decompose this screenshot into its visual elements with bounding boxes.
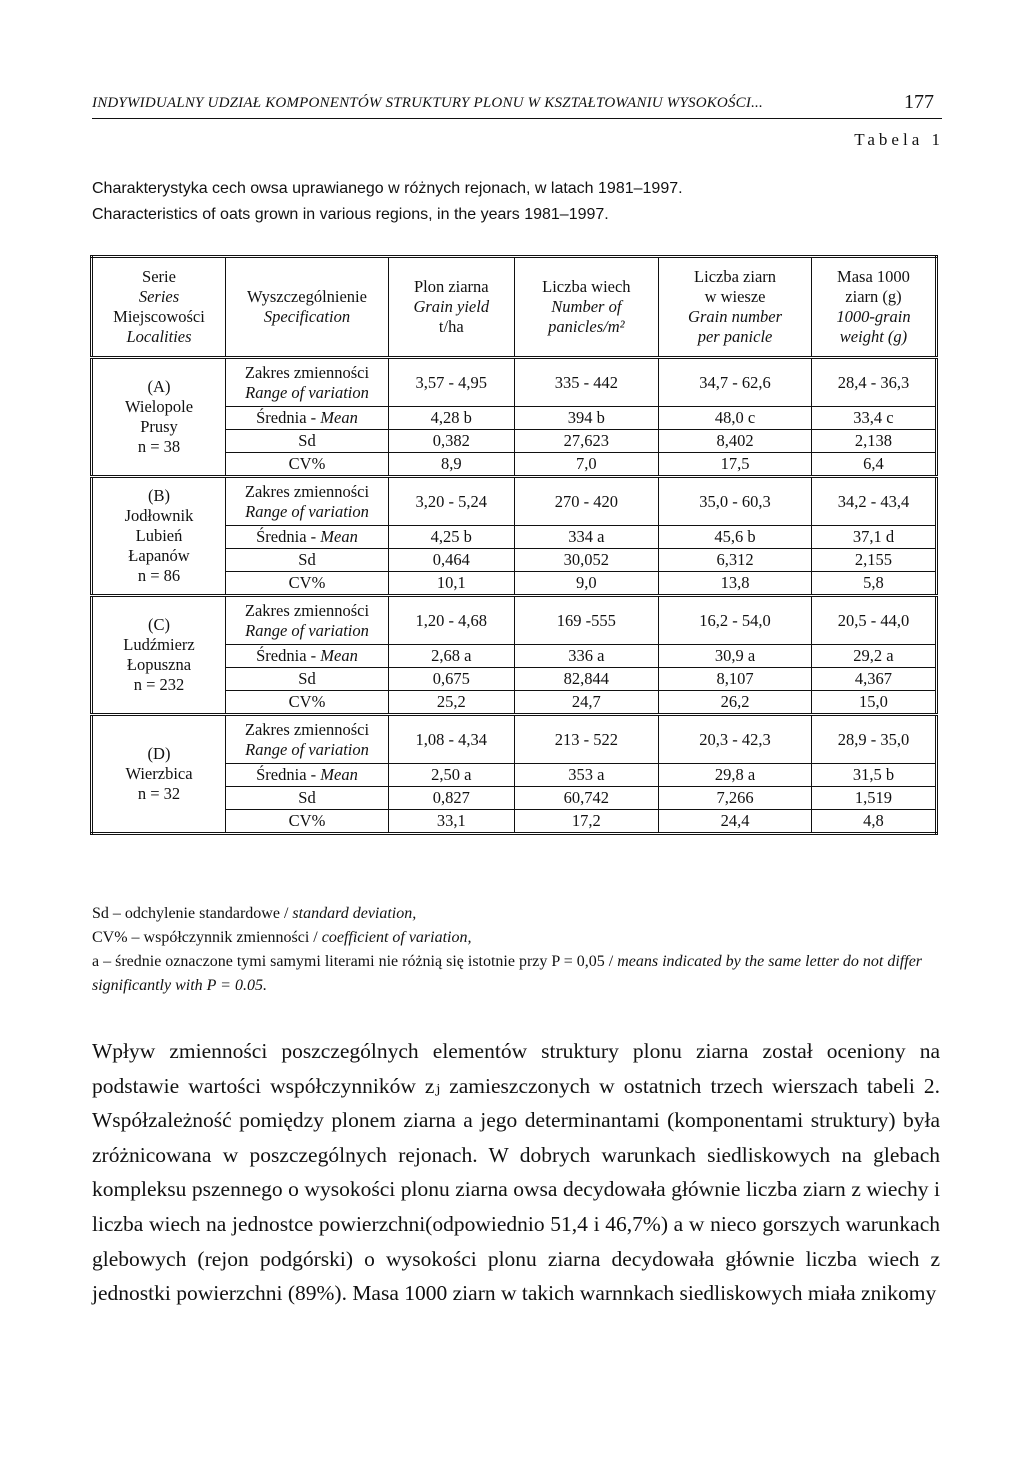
row-label-range xyxy=(226,477,389,526)
value-cell: 1,08 - 4,34 xyxy=(389,715,515,764)
value-cell: 270 - 420 xyxy=(514,477,659,526)
value-cell: 4,25 b xyxy=(389,526,515,549)
value-cell: 20,3 - 42,3 xyxy=(659,715,812,764)
header-grain-weight xyxy=(811,257,936,358)
header-text: Localities xyxy=(126,327,192,346)
value-cell: 0,675 xyxy=(389,668,515,691)
value-cell: 30,052 xyxy=(514,549,659,572)
sample-size: n = 38 xyxy=(137,437,181,456)
value-cell: 213 - 522 xyxy=(514,715,659,764)
value-cell: 6,4 xyxy=(811,453,936,477)
row-label-range xyxy=(226,715,389,764)
value-cell: 60,742 xyxy=(514,787,659,810)
row-label-text: Średnia - xyxy=(256,527,321,546)
row-label-cv: CV% xyxy=(226,453,389,477)
value-cell: 336 a xyxy=(514,645,659,668)
value-cell: 10,1 xyxy=(389,572,515,596)
row-label-text-en: Range of variation xyxy=(245,501,369,521)
row-label-text-en: Mean xyxy=(320,408,358,427)
row-label-mean xyxy=(226,645,389,668)
table-row xyxy=(92,358,937,407)
series-label: (C) xyxy=(148,615,170,634)
header-text: Specification xyxy=(263,307,351,326)
header-text: weight (g) xyxy=(839,327,908,346)
row-label-mean xyxy=(226,764,389,787)
series-label: (B) xyxy=(148,486,170,505)
value-cell: 5,8 xyxy=(811,572,936,596)
place-name: Lubień xyxy=(135,526,183,545)
value-cell: 3,57 - 4,95 xyxy=(389,358,515,407)
header-text: per panicle xyxy=(697,327,773,346)
row-label-cv: CV% xyxy=(226,691,389,715)
value-cell: 28,4 - 36,3 xyxy=(811,358,936,407)
value-cell: 394 b xyxy=(514,407,659,430)
row-label-range xyxy=(226,596,389,645)
value-cell: 28,9 - 35,0 xyxy=(811,715,936,764)
value-cell: 20,5 - 44,0 xyxy=(811,596,936,645)
value-cell: 24,7 xyxy=(514,691,659,715)
table-row xyxy=(92,477,937,526)
value-cell: 24,4 xyxy=(659,810,812,834)
value-cell: 1,20 - 4,68 xyxy=(389,596,515,645)
note-text-en: coefficient of variation, xyxy=(321,929,472,946)
value-cell: 2,138 xyxy=(811,430,936,453)
body-text xyxy=(92,1034,940,1311)
header-panicle-number xyxy=(514,257,659,358)
row-label-sd: Sd xyxy=(226,549,389,572)
header-text: 1000-grain xyxy=(836,307,911,326)
value-cell: 7,266 xyxy=(659,787,812,810)
note-letters xyxy=(92,950,942,998)
place-name: Wielopole xyxy=(124,397,194,416)
table-notes xyxy=(92,902,942,998)
row-label-mean xyxy=(226,407,389,430)
value-cell: 25,2 xyxy=(389,691,515,715)
note-text: a – średnie oznaczone tymi samymi literami nie różnią się istotnie przy P = 0,05 / xyxy=(92,953,618,970)
running-title: INDYWIDUALNY UDZIAŁ KOMPONENTÓW STRUKTURY PLONU W KSZTAŁTOWANIU WYSOKOŚCI... xyxy=(92,95,763,111)
header-text: Number of xyxy=(551,297,622,316)
table-header-row xyxy=(92,257,937,358)
value-cell: 34,7 - 62,6 xyxy=(659,358,812,407)
value-cell: 26,2 xyxy=(659,691,812,715)
place-name: Ludźmierz xyxy=(123,635,195,654)
value-cell: 353 a xyxy=(514,764,659,787)
value-cell: 2,155 xyxy=(811,549,936,572)
value-cell: 2,68 a xyxy=(389,645,515,668)
value-cell: 4,8 xyxy=(811,810,936,834)
header-text: panicles/m² xyxy=(548,317,625,336)
value-cell: 335 - 442 xyxy=(514,358,659,407)
value-cell: 17,5 xyxy=(659,453,812,477)
row-label-text: Zakres zmienności xyxy=(244,362,370,382)
series-label: (D) xyxy=(147,744,171,763)
header-localities xyxy=(92,257,226,358)
value-cell: 33,1 xyxy=(389,810,515,834)
data-table xyxy=(90,255,938,835)
header-text: Series xyxy=(138,287,180,306)
value-cell: 8,9 xyxy=(389,453,515,477)
row-label-text: Zakres zmienności xyxy=(244,600,370,620)
value-cell: 33,4 c xyxy=(811,407,936,430)
place-name: Łapanów xyxy=(128,546,190,565)
value-cell: 17,2 xyxy=(514,810,659,834)
note-sd xyxy=(92,902,942,926)
header-text: Liczba wiech xyxy=(542,277,631,296)
note-text-en: standard deviation, xyxy=(292,905,417,922)
value-cell: 169 -555 xyxy=(514,596,659,645)
header-text: t/ha xyxy=(438,317,464,336)
value-cell: 8,402 xyxy=(659,430,812,453)
value-cell: 27,623 xyxy=(514,430,659,453)
value-cell: 82,844 xyxy=(514,668,659,691)
sample-size: n = 232 xyxy=(133,675,185,694)
value-cell: 29,2 a xyxy=(811,645,936,668)
row-label-text-en: Range of variation xyxy=(245,382,369,402)
value-cell: 35,0 - 60,3 xyxy=(659,477,812,526)
header-text: Grain yield xyxy=(413,297,490,316)
value-cell: 31,5 b xyxy=(811,764,936,787)
row-label-text: Średnia - xyxy=(256,765,321,784)
row-label-cv: CV% xyxy=(226,810,389,834)
row-label-text-en: Mean xyxy=(320,527,358,546)
value-cell: 13,8 xyxy=(659,572,812,596)
value-cell: 9,0 xyxy=(514,572,659,596)
value-cell: 16,2 - 54,0 xyxy=(659,596,812,645)
value-cell: 0,827 xyxy=(389,787,515,810)
value-cell: 48,0 c xyxy=(659,407,812,430)
header-specification xyxy=(226,257,389,358)
row-label-range xyxy=(226,358,389,407)
place-name: Prusy xyxy=(140,417,178,436)
header-text: Plon ziarna xyxy=(413,277,489,296)
table-caption-en: Characteristics of oats grown in various regions, in the years 1981–1997. xyxy=(92,206,609,223)
header-text: Masa 1000 xyxy=(837,267,910,286)
place-name: Jodłownik xyxy=(124,506,194,525)
header-text: Serie xyxy=(142,267,176,286)
page-number: 177 xyxy=(904,91,934,113)
row-label-text: Średnia - xyxy=(256,408,321,427)
note-text: Sd – odchylenie standardowe / xyxy=(92,905,293,922)
place-name: Wierzbica xyxy=(125,764,193,783)
value-cell: 7,0 xyxy=(514,453,659,477)
row-label-sd: Sd xyxy=(226,668,389,691)
note-text-en: means indicated by the same letter do not differ significantly with P = 0.05. xyxy=(92,953,923,994)
note-text: CV% – współczynnik zmienności / xyxy=(92,929,322,946)
value-cell: 0,464 xyxy=(389,549,515,572)
header-text: w wiesze xyxy=(704,287,766,306)
value-cell: 30,9 a xyxy=(659,645,812,668)
note-cv xyxy=(92,926,942,950)
value-cell: 4,367 xyxy=(811,668,936,691)
locality-cell xyxy=(92,477,226,596)
running-header xyxy=(92,88,942,119)
value-cell: 34,2 - 43,4 xyxy=(811,477,936,526)
row-label-text: Średnia - xyxy=(256,646,321,665)
header-text: Miejscowości xyxy=(113,307,205,326)
table-label: Tabela 1 xyxy=(854,130,944,149)
locality-cell xyxy=(92,596,226,715)
table-caption-pl: Charakterystyka cech owsa uprawianego w różnych rejonach, w latach 1981–1997. xyxy=(92,180,683,197)
header-text: ziarn (g) xyxy=(845,287,902,306)
place-name: Łopuszna xyxy=(126,655,192,674)
sample-size: n = 86 xyxy=(137,566,181,585)
value-cell: 8,107 xyxy=(659,668,812,691)
row-label-sd: Sd xyxy=(226,430,389,453)
row-label-text-en: Mean xyxy=(320,646,358,665)
header-text: Grain number xyxy=(688,307,783,326)
sample-size: n = 32 xyxy=(137,784,181,803)
header-text: Wyszczególnienie xyxy=(247,287,367,306)
value-cell: 4,28 b xyxy=(389,407,515,430)
value-cell: 1,519 xyxy=(811,787,936,810)
row-label-text-en: Range of variation xyxy=(245,620,369,640)
table-body xyxy=(92,358,937,834)
row-label-sd: Sd xyxy=(226,787,389,810)
value-cell: 0,382 xyxy=(389,430,515,453)
value-cell: 29,8 a xyxy=(659,764,812,787)
value-cell: 15,0 xyxy=(811,691,936,715)
row-label-text: Zakres zmienności xyxy=(244,481,370,501)
value-cell: 37,1 d xyxy=(811,526,936,549)
value-cell: 2,50 a xyxy=(389,764,515,787)
row-label-cv: CV% xyxy=(226,572,389,596)
locality-cell xyxy=(92,358,226,477)
locality-cell xyxy=(92,715,226,834)
row-label-text-en: Mean xyxy=(320,765,358,784)
value-cell: 334 a xyxy=(514,526,659,549)
row-label-text: Zakres zmienności xyxy=(244,719,370,739)
value-cell: 45,6 b xyxy=(659,526,812,549)
table-row xyxy=(92,715,937,764)
row-label-mean xyxy=(226,526,389,549)
value-cell: 6,312 xyxy=(659,549,812,572)
series-label: (A) xyxy=(147,377,171,396)
header-text: Liczba ziarn xyxy=(694,267,777,286)
body-paragraph: Wpływ zmienności poszczególnych elementów struktury plonu ziarna został oceniony na podstawie wartości współczynników zⱼ zamieszczonych w ostatnich trzech wierszach tabeli 2. Współzależność pomiędzy plonem ziarna a jego determinantami (komponentami struktury) była zróżnicowana w poszczególnych rejonach. W dobrych warunkach siedliskowych na glebach kompleksu pszennego o wysokości plonu ziarna owsa decydowała głównie liczba ziarn z wiechy i liczba wiech na jednostce powierzchni(odpowiednio 51,4 i 46,7%) a w nieco gorszych warunkach glebowych (rejon podgórski) o wysokości plonu ziarna decydowała głównie liczba wiech z jednostki powierzchni (89%). Masa 1000 ziarn w takich warnnkach siedliskowych miała znikomy xyxy=(92,1039,940,1306)
row-label-text-en: Range of variation xyxy=(245,739,369,759)
header-grain-yield xyxy=(389,257,515,358)
header-grain-number xyxy=(659,257,812,358)
value-cell: 3,20 - 5,24 xyxy=(389,477,515,526)
table-row xyxy=(92,596,937,645)
